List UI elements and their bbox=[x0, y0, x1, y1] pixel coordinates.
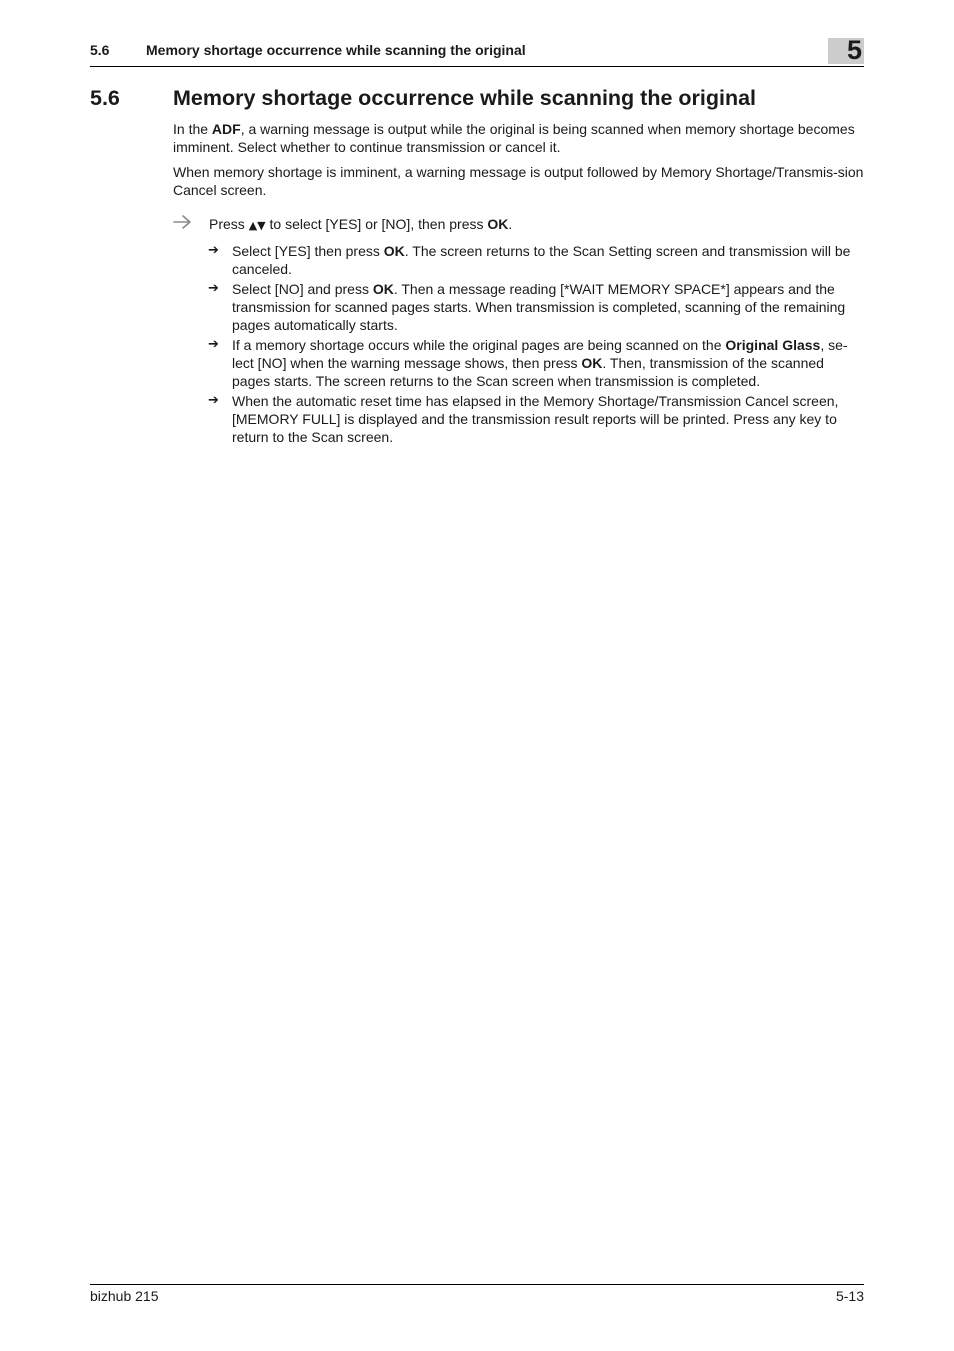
intro-text-post: , a warning message is output while the original is being scanned when memory shortage becomes imminent. Select whether to continue transmission or cancel it. bbox=[173, 121, 855, 155]
step-text-post: . bbox=[508, 216, 513, 232]
intro-text-pre: In the bbox=[173, 121, 212, 137]
ok-key-label: OK bbox=[487, 216, 509, 232]
sub-step-text-pre: If a memory shortage occurs while the original pages are being scanned on the bbox=[232, 337, 726, 353]
page-footer bbox=[90, 1284, 864, 1304]
running-header bbox=[90, 35, 864, 67]
memory-shortage-paragraph: When memory shortage is imminent, a warning message is output followed by Memory Shortage/Transmis-sion Cancel screen. bbox=[173, 164, 864, 198]
header-section-number: 5.6 bbox=[90, 42, 110, 58]
step-arrow-icon bbox=[173, 213, 193, 231]
ok-key-label: OK bbox=[372, 281, 394, 297]
ok-key-label: OK bbox=[383, 243, 405, 259]
footer-product: bizhub 215 bbox=[90, 1288, 159, 1304]
ok-key-label: OK bbox=[581, 355, 603, 371]
sub-step-text: When the automatic reset time has elapsed in the Memory Shortage/Transmission Cancel screen, [MEMORY FULL] is displayed and the transmission result reports will be printed. Press any key to return to the Scan screen. bbox=[232, 393, 839, 445]
sub-step-text-post: . Then, transmission of the scanned pages starts. The screen returns to the Scan screen when transmission is completed. bbox=[232, 355, 824, 389]
sub-step-text-post: . Then a message reading [*WAIT MEMORY SPACE*] appears and the transmission for scanned pages starts. When transmission is completed, scanning of the remaining pages automatically starts. bbox=[232, 281, 846, 333]
sub-step-text-pre: Select [YES] then press bbox=[232, 243, 384, 259]
adf-term: ADF bbox=[211, 121, 241, 137]
header-section-title: Memory shortage occurrence while scanning the original bbox=[146, 42, 526, 58]
sub-step-text-post: . The screen returns to the Scan Setting screen and transmission will be canceled. bbox=[232, 243, 851, 277]
sub-arrow-icon: ➔ bbox=[208, 393, 219, 408]
up-down-keys-icon: ▲▼ bbox=[248, 219, 266, 232]
sub-arrow-icon: ➔ bbox=[208, 337, 219, 352]
step-text-pre: Press bbox=[209, 216, 249, 232]
intro-paragraph bbox=[173, 120, 865, 156]
step-text-mid: to select [YES] or [NO], then press bbox=[265, 216, 488, 232]
step-text bbox=[209, 215, 512, 235]
sub-step-text bbox=[232, 336, 864, 390]
sub-arrow-icon: ➔ bbox=[208, 281, 219, 296]
sub-step-text-mid: , se-lect [NO] when the warning message shows, then press bbox=[232, 337, 848, 371]
section-heading bbox=[90, 84, 870, 112]
chapter-tab bbox=[828, 35, 864, 65]
section-heading-title: Memory shortage occurrence while scanning the original bbox=[173, 86, 757, 110]
footer-page-number: 5-13 bbox=[835, 1288, 864, 1304]
original-glass-term: Original Glass bbox=[725, 337, 821, 353]
sub-step-text bbox=[232, 280, 864, 334]
chapter-number: 5 bbox=[846, 35, 862, 65]
sub-step-text bbox=[232, 242, 864, 278]
sub-arrow-icon: ➔ bbox=[208, 243, 219, 258]
sub-step-text-pre: Select [NO] and press bbox=[232, 281, 373, 297]
section-heading-number: 5.6 bbox=[90, 86, 120, 110]
